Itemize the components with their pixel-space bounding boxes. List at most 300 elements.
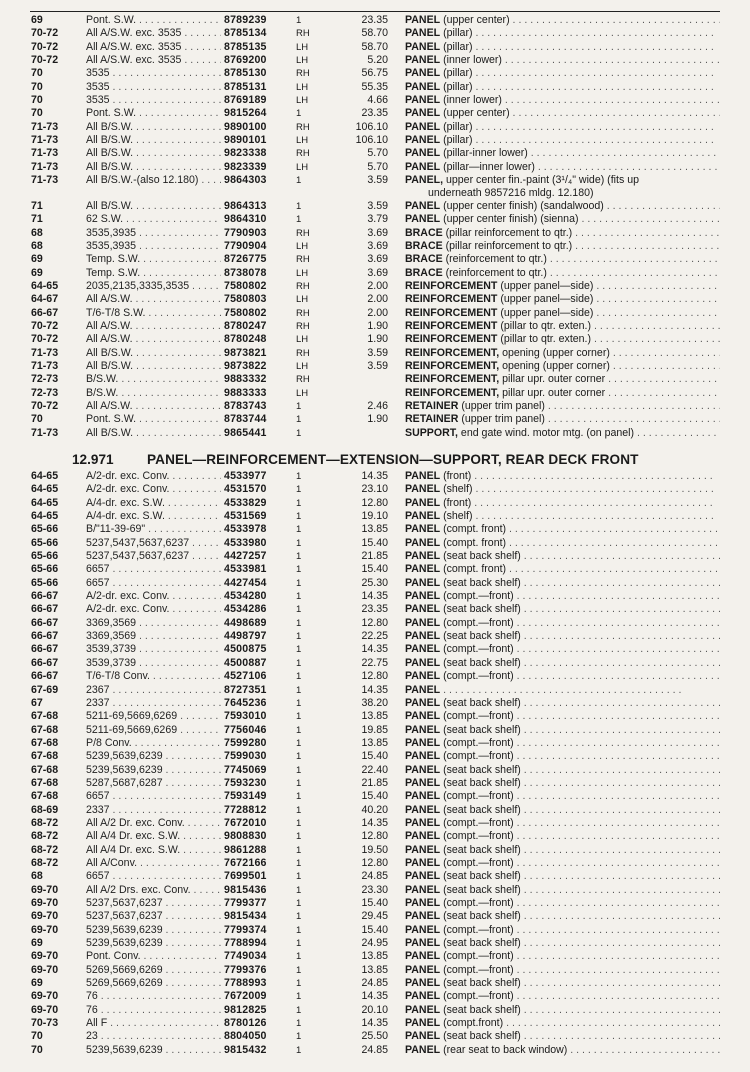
quantity: RH [296, 374, 310, 386]
part-description [405, 107, 720, 120]
part-description [405, 924, 720, 937]
part-description [405, 400, 720, 413]
model-applicability: 6657 . . . [86, 577, 221, 590]
price: 4.66 [367, 94, 388, 107]
part-detail: (compt.—front) [440, 643, 514, 656]
quantity: 1 [296, 1031, 302, 1043]
year-range: 69 [31, 977, 43, 990]
part-name: PANEL [405, 763, 441, 776]
model-applicability: 5269,5669,6269 . . . [86, 977, 221, 990]
quantity: RH [296, 28, 310, 40]
year-range: 66-67 [31, 306, 59, 319]
part-description [405, 54, 720, 67]
part-row [0, 373, 750, 386]
price: 3.59 [367, 174, 388, 187]
part-description [405, 510, 720, 523]
part-number: 9808830 [224, 830, 267, 843]
price: 23.30 [361, 883, 388, 896]
part-name: PANEL [405, 710, 441, 723]
price: 15.40 [361, 897, 388, 909]
part-number: 7788994 [224, 937, 267, 950]
part-number: 9815434 [224, 910, 267, 923]
quantity: RH [296, 321, 310, 333]
part-detail: (compt. front) [440, 563, 507, 576]
part-number: 9823338 [224, 147, 267, 160]
part-number: 7672166 [224, 856, 267, 869]
part-name: PANEL [405, 576, 441, 589]
part-row [0, 603, 750, 616]
part-description [405, 697, 720, 710]
part-number: 4533980 [224, 536, 267, 549]
year-range: 70-73 [31, 1017, 59, 1030]
model-applicability: All B/S.W. . . . [86, 200, 221, 213]
part-name: PANEL [405, 590, 441, 603]
part-number: 7580802 [224, 280, 267, 293]
part-name: PANEL [405, 536, 441, 549]
part-name: REINFORCEMENT [405, 280, 498, 293]
quantity: RH [296, 254, 310, 266]
part-description [405, 240, 720, 253]
part-row [0, 964, 750, 977]
quantity: 1 [296, 831, 302, 843]
part-name: PANEL [405, 843, 441, 856]
price: 14.35 [361, 990, 388, 1003]
price: 14.35 [361, 470, 388, 482]
part-description [405, 523, 720, 536]
quantity: 1 [296, 471, 302, 482]
quantity: 1 [296, 511, 302, 523]
part-description [405, 777, 720, 790]
quantity: 1 [296, 401, 302, 413]
part-description [405, 427, 720, 440]
parts-list-upper [0, 14, 750, 440]
part-name: PANEL [405, 1043, 441, 1056]
model-applicability: Temp. S.W. . . . [86, 253, 221, 266]
model-applicability: 76 . . . [86, 990, 221, 1003]
part-detail: (seat back shelf) [440, 803, 521, 816]
price: 3.59 [367, 360, 388, 373]
part-name: PANEL [405, 643, 441, 656]
quantity: LH [296, 81, 309, 93]
model-applicability: 5287,5687,6287 . . . [86, 777, 221, 790]
year-range: 71 [31, 199, 43, 212]
part-number: 4427257 [224, 550, 267, 563]
part-row [0, 94, 750, 107]
model-applicability: All B/S.W. . . . [86, 360, 221, 373]
year-range: 69-70 [31, 990, 59, 1003]
part-name: PANEL [405, 67, 441, 80]
part-detail: (compt.—front) [440, 923, 514, 936]
model-applicability: 5237,5637,6237 . . . [86, 910, 221, 923]
model-applicability: 6657 . . . [86, 790, 221, 803]
part-number: 8785135 [224, 40, 267, 53]
part-detail: (reinforcement to qtr.) [442, 253, 547, 266]
model-applicability: 5237,5437,5637,6237 . . . [86, 537, 221, 550]
part-description [405, 134, 720, 147]
part-name: PANEL [405, 80, 441, 93]
part-detail: (upper center finish) (sandalwood) [440, 199, 604, 212]
part-row [0, 483, 750, 496]
part-description [405, 897, 720, 910]
part-row [0, 174, 750, 187]
part-name: PANEL [405, 883, 441, 896]
year-range: 68-72 [31, 856, 59, 869]
year-range: 68-72 [31, 843, 59, 856]
section-title: PANEL—REINFORCEMENT—EXTENSION—SUPPORT, REAR DECK FRONT [147, 452, 639, 467]
part-description [405, 817, 720, 830]
part-description [405, 227, 720, 240]
part-name: PANEL [405, 790, 441, 803]
quantity: 1 [296, 15, 302, 26]
part-number: 7799374 [224, 923, 267, 936]
year-range: 70-72 [31, 54, 59, 67]
part-name: RETAINER [405, 413, 459, 426]
part-row [0, 497, 750, 510]
price: 24.85 [361, 870, 388, 883]
part-number: 4531570 [224, 483, 267, 496]
part-row [0, 240, 750, 253]
part-description [405, 804, 720, 817]
part-row [0, 630, 750, 643]
model-applicability: 3535 . . . [86, 94, 221, 107]
part-description [405, 737, 720, 750]
part-detail: (pillar) [440, 40, 473, 53]
quantity: 1 [296, 724, 302, 736]
part-description [405, 870, 720, 883]
part-description [405, 387, 720, 400]
part-detail: (upper center finish) (sienna) [440, 213, 579, 226]
model-applicability: 3535 . . . [86, 67, 221, 80]
part-name: REINFORCEMENT [405, 333, 498, 346]
part-description [405, 563, 720, 576]
part-row [0, 510, 750, 523]
part-detail: (seat back shelf) [440, 910, 521, 923]
model-applicability: A/4-dr. exc. S.W. . . . [86, 497, 221, 510]
part-detail: (pillar-inner lower) [440, 147, 528, 160]
year-range: 71-73 [31, 134, 59, 147]
price: 106.10 [355, 120, 388, 133]
model-applicability: Pont. S.W. . . . [86, 14, 221, 27]
part-row [0, 320, 750, 333]
part-name: PANEL [405, 830, 441, 843]
quantity: RH [296, 227, 310, 239]
year-range: 70 [31, 67, 43, 80]
year-range: 67-68 [31, 750, 59, 763]
part-row [0, 1017, 750, 1030]
quantity: 1 [296, 200, 302, 212]
year-range: 66-67 [31, 670, 59, 683]
quantity: 1 [296, 657, 302, 669]
part-description [405, 603, 720, 616]
model-applicability: 5239,5639,6239 . . . [86, 764, 221, 777]
price: 14.35 [361, 683, 388, 696]
year-range: 70-72 [31, 27, 59, 40]
year-range: 64-67 [31, 293, 59, 306]
part-name: PANEL [405, 160, 441, 173]
model-applicability: All A/S.W. . . . [86, 320, 221, 333]
year-range: 69 [31, 253, 43, 266]
part-number: 8783743 [224, 400, 267, 413]
part-description [405, 790, 720, 803]
model-applicability: All A/S.W. . . . [86, 400, 221, 413]
model-applicability: All A/S.W. . . . [86, 333, 221, 346]
model-applicability: All A/S.W. . . . [86, 293, 221, 306]
part-row [0, 817, 750, 830]
part-description [405, 14, 720, 27]
model-applicability: P/8 Conv. . . . [86, 737, 221, 750]
quantity: 1 [296, 214, 302, 226]
part-row [0, 577, 750, 590]
part-number: 4533829 [224, 496, 267, 509]
quantity: LH [296, 41, 309, 53]
part-number: 4527106 [224, 670, 267, 683]
part-number: 8785131 [224, 80, 267, 93]
part-number: 4534286 [224, 603, 267, 616]
part-name: PANEL [405, 670, 441, 683]
part-number: 8780247 [224, 320, 267, 333]
part-number: 7699501 [224, 870, 267, 883]
year-range: 71-73 [31, 426, 59, 439]
price: 12.80 [361, 830, 388, 843]
part-row [0, 147, 750, 160]
part-number: 8780126 [224, 1017, 267, 1030]
part-detail: (pillar) [440, 27, 473, 40]
part-row [0, 161, 750, 174]
part-description [405, 764, 720, 777]
part-name: PANEL [405, 776, 441, 789]
part-detail: (pillar to qtr. exten.) [497, 320, 592, 333]
part-row [0, 884, 750, 897]
part-detail: (pillar to qtr. exten.) [497, 333, 592, 346]
part-row [0, 413, 750, 426]
model-applicability: B/S.W. . . . [86, 387, 221, 400]
year-range: 69 [31, 937, 43, 950]
part-detail: pillar upr. outer corner [499, 373, 606, 386]
part-number: 9873821 [224, 346, 267, 359]
part-row [0, 844, 750, 857]
year-range: 71-73 [31, 147, 59, 160]
model-applicability: All B/S.W. . . . [86, 134, 221, 147]
quantity: LH [296, 294, 309, 306]
year-range: 70-72 [31, 40, 59, 53]
part-detail: pillar upr. outer corner [499, 386, 606, 399]
model-applicability: B/S.W. . . . [86, 373, 221, 386]
price: 14.35 [361, 643, 388, 656]
part-description [405, 684, 720, 697]
part-number: 9864310 [224, 213, 267, 226]
price: 58.70 [361, 40, 388, 53]
part-name: PANEL [405, 199, 441, 212]
part-row [0, 67, 750, 80]
quantity: LH [296, 334, 309, 346]
model-applicability: B/"11-39-69" . . . [86, 523, 221, 536]
part-row [0, 293, 750, 306]
part-number: 9883332 [224, 373, 267, 386]
quantity: 1 [296, 564, 302, 576]
continuation-row [0, 187, 750, 200]
part-row [0, 897, 750, 910]
year-range: 66-67 [31, 590, 59, 603]
part-name: REINFORCEMENT [405, 306, 498, 319]
year-range: 70 [31, 107, 43, 120]
quantity: 1 [296, 764, 302, 776]
part-row [0, 750, 750, 763]
quantity: 1 [296, 497, 302, 509]
price: 23.10 [361, 483, 388, 496]
part-name: PANEL [405, 510, 441, 523]
part-name: BRACE [405, 240, 443, 252]
model-applicability: All B/S.W.-(also 12.180) . . . [86, 174, 221, 187]
part-detail: (seat back shelf) [440, 696, 521, 709]
part-description [405, 750, 720, 763]
part-name: PANEL [405, 950, 441, 963]
part-description-continued: underneath 9857216 mldg. 12.180) [428, 187, 594, 200]
part-name: RETAINER [405, 400, 459, 413]
part-detail: (seat back shelf) [440, 937, 521, 950]
part-row [0, 267, 750, 280]
part-name: SUPPORT, [405, 426, 458, 439]
quantity: 1 [296, 1044, 302, 1056]
part-name: PANEL [405, 750, 441, 763]
part-detail: (pillar) [440, 67, 473, 80]
price: 3.59 [367, 199, 388, 212]
part-number: 7593010 [224, 710, 267, 723]
model-applicability: 3535 . . . [86, 81, 221, 94]
part-number: 9815264 [224, 107, 267, 120]
parts-list-lower [0, 470, 750, 1057]
part-description [405, 67, 720, 80]
part-detail: opening (upper corner) [499, 346, 610, 359]
part-name: REINFORCEMENT, [405, 373, 500, 386]
part-detail: (seat back shelf) [440, 576, 521, 589]
section-heading-wrap [0, 449, 750, 471]
quantity: 1 [296, 884, 302, 896]
model-applicability: 3535,3935 . . . [86, 240, 221, 253]
quantity: LH [296, 95, 309, 107]
price: 2.00 [367, 306, 388, 319]
price: 22.25 [361, 630, 388, 643]
part-name: BRACE [405, 226, 443, 239]
quantity: 1 [296, 427, 302, 439]
part-number: 7728812 [224, 803, 267, 816]
part-description [405, 373, 720, 386]
part-name: PANEL [405, 803, 441, 816]
part-name: PANEL [405, 563, 441, 576]
quantity: 1 [296, 991, 302, 1003]
part-description [405, 333, 720, 346]
year-range: 71-73 [31, 174, 59, 187]
year-range: 68 [31, 226, 43, 239]
part-row [0, 710, 750, 723]
model-applicability: 2367 . . . [86, 684, 221, 697]
quantity: LH [296, 361, 309, 373]
part-detail: (compt.—front) [440, 736, 514, 749]
model-applicability: A/2-dr. exc. Conv. . . . [86, 483, 221, 496]
quantity: LH [296, 161, 309, 173]
year-range: 68 [31, 870, 43, 883]
part-number: 4533978 [224, 523, 267, 536]
part-description [405, 670, 720, 683]
model-applicability: All A/S.W. exc. 3535 . . . [86, 41, 221, 54]
part-name: PANEL [405, 990, 441, 1003]
part-description [405, 307, 720, 320]
quantity: LH [296, 267, 309, 279]
quantity: 1 [296, 604, 302, 616]
part-number: 7790903 [224, 226, 267, 239]
quantity: 1 [296, 617, 302, 629]
year-range: 65-66 [31, 523, 59, 536]
part-detail: (seat back shelf) [440, 550, 521, 563]
part-row [0, 977, 750, 990]
part-row [0, 804, 750, 817]
model-applicability: All F . . . [86, 1017, 221, 1030]
part-detail: opening (upper corner) [499, 360, 610, 373]
part-detail: (pillar) [440, 134, 473, 147]
part-description [405, 147, 720, 160]
part-name: PANEL [405, 213, 441, 226]
part-row [0, 280, 750, 293]
part-number: 9890100 [224, 120, 267, 133]
part-number: 7593149 [224, 790, 267, 803]
part-name: PANEL [405, 736, 441, 749]
part-name: PANEL [405, 923, 441, 936]
price: 15.40 [361, 790, 388, 803]
model-applicability: 5239,5639,6239 . . . [86, 750, 221, 763]
part-name: PANEL [405, 147, 441, 160]
price: 13.85 [361, 950, 388, 963]
year-range: 64-65 [31, 280, 59, 293]
price: 3.69 [367, 253, 388, 266]
part-detail: (compt.—front) [440, 816, 514, 829]
model-applicability: 3535,3935 . . . [86, 227, 221, 240]
part-name: PANEL [405, 630, 441, 643]
quantity: 1 [296, 484, 302, 496]
section-heading [0, 449, 750, 471]
model-applicability: 5237,5437,5637,6237 . . . [86, 550, 221, 563]
part-description [405, 320, 720, 333]
part-detail: (inner lower) [440, 94, 502, 107]
part-detail: (upper panel—side) [497, 293, 594, 306]
model-applicability: All B/S.W. . . . [86, 147, 221, 160]
part-number: 7593230 [224, 776, 267, 789]
year-range: 71-73 [31, 160, 59, 173]
price: 12.80 [361, 856, 388, 869]
part-detail: (pillar reinforcement to qtr.) [442, 240, 573, 252]
quantity: RH [296, 347, 310, 359]
part-detail: (inner lower) [440, 54, 502, 67]
part-name: PANEL [405, 523, 441, 536]
model-applicability: All A/S.W. exc. 3535 . . . [86, 54, 221, 67]
year-range: 69 [31, 14, 43, 26]
part-row [0, 777, 750, 790]
part-description [405, 910, 720, 923]
part-detail: (pillar reinforcement to qtr.) [442, 226, 573, 239]
part-number: 8727351 [224, 683, 267, 696]
quantity: 1 [296, 591, 302, 603]
quantity: 1 [296, 684, 302, 696]
part-row [0, 724, 750, 737]
part-detail: (seat back shelf) [440, 883, 521, 896]
price: 106.10 [355, 134, 388, 147]
part-row [0, 427, 750, 440]
part-number: 8769200 [224, 54, 267, 67]
part-row [0, 121, 750, 134]
part-row [0, 1044, 750, 1057]
price: 3.69 [367, 240, 388, 252]
price: 14.35 [361, 590, 388, 603]
part-detail: (rear seat to back window) [440, 1043, 568, 1056]
price: 12.80 [361, 616, 388, 629]
